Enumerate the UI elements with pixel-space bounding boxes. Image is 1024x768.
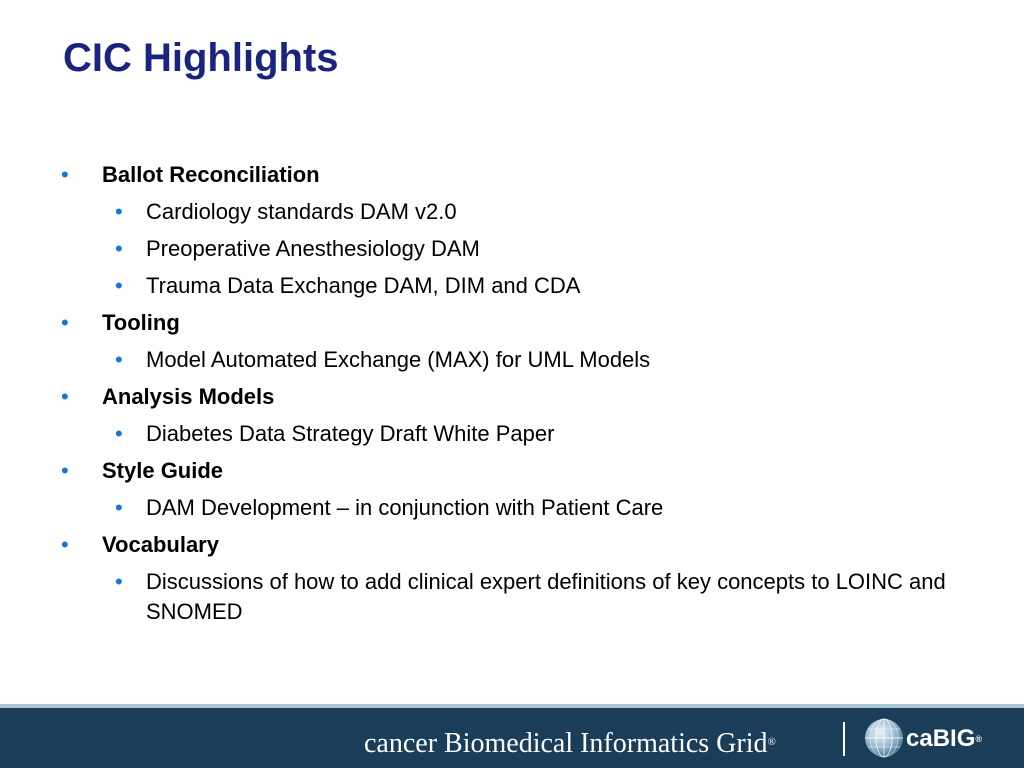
bullet-marker: • xyxy=(61,384,69,409)
bullet-marker: • xyxy=(115,347,123,372)
bullet-subitem: Cardiology standards DAM v2.0 xyxy=(146,199,457,224)
bullet-subitem: Trauma Data Exchange DAM, DIM and CDA xyxy=(146,273,581,298)
bullet-heading: Vocabulary xyxy=(102,532,219,557)
bullet-marker: • xyxy=(115,569,123,594)
bullet-marker: • xyxy=(115,495,123,520)
logo-registered-mark: ® xyxy=(975,734,983,744)
footer-tagline xyxy=(364,728,776,760)
bullet-subitem: Preoperative Anesthesiology DAM xyxy=(146,236,480,261)
bullet-heading: Analysis Models xyxy=(102,384,275,409)
globe-icon xyxy=(864,718,904,758)
bullet-subitem: Discussions of how to add clinical expert definitions of key concepts to LOINC and SNOMED xyxy=(146,569,946,624)
cabig-logo-text: caBIG xyxy=(906,725,976,752)
footer-bar xyxy=(0,708,1024,768)
bullet-marker: • xyxy=(61,458,69,483)
footer-divider xyxy=(843,722,845,756)
bullet-marker: • xyxy=(115,199,123,224)
bullet-subitem: DAM Development – in conjunction with Patient Care xyxy=(146,495,664,520)
bullet-subitem: Diabetes Data Strategy Draft White Paper xyxy=(146,421,555,446)
bullet-marker: • xyxy=(115,273,123,298)
cabig-logo xyxy=(906,725,982,753)
bullet-heading: Tooling xyxy=(102,310,180,335)
bullet-marker: • xyxy=(115,236,123,261)
bullet-marker: • xyxy=(61,532,69,557)
registered-mark: ® xyxy=(767,736,776,748)
slide-title: CIC Highlights xyxy=(63,36,339,80)
bullet-heading: Style Guide xyxy=(102,458,224,483)
bullet-marker: • xyxy=(115,421,123,446)
footer-tagline-text: cancer Biomedical Informatics Grid xyxy=(364,728,768,759)
bullet-heading: Ballot Reconciliation xyxy=(102,162,320,187)
bullet-subitem: Model Automated Exchange (MAX) for UML Models xyxy=(146,347,651,372)
bullet-marker: • xyxy=(61,162,69,187)
bullet-marker: • xyxy=(61,310,69,335)
